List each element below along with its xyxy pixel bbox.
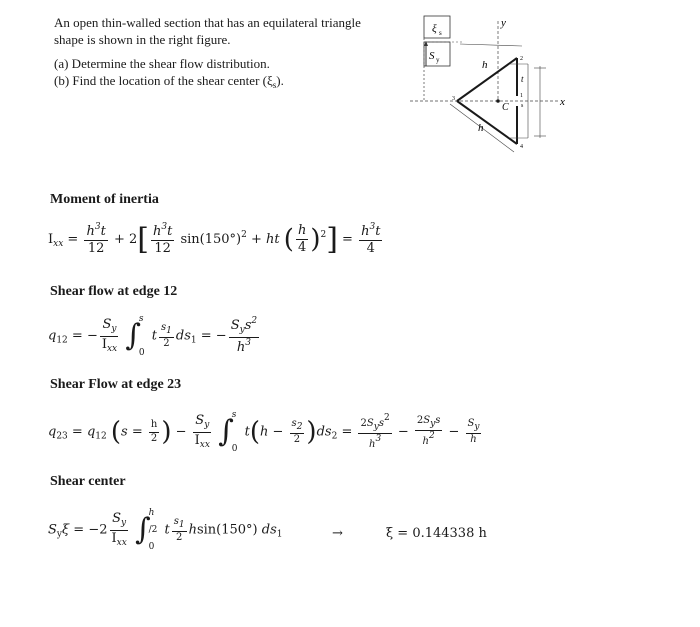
svg-text:s: s bbox=[439, 29, 442, 37]
xi-s-label: ξ bbox=[432, 23, 437, 35]
centroid-dot bbox=[496, 99, 500, 103]
equation-shear-center: $S_y\xi = -2$ $\frac{S_y}{I_{xx}}$ ∫ h /2 0 t $\frac{s1}{2}$ hsin(150°) $ds_1$ bbox=[48, 508, 283, 552]
node-1: 1 bbox=[520, 93, 523, 99]
problem-line-1: An open thin-walled section that has an equilateral triangle bbox=[54, 15, 361, 30]
equation-ixx: $I_{xx}$ = $\frac{h^3t}{12}$ + 2[ $\frac{h^3t}{12}$ $\sin(150^\circ)^2$ + ht ( $\frac{h}{4}$ )$^2$] = $\frac{h^3t}{4}$ bbox=[48, 222, 381, 257]
problem-part-b: (b) Find the location of the shear center $(\xi_s)$. bbox=[54, 73, 284, 90]
node-4: 4 bbox=[520, 144, 523, 150]
heading-shear-center: Shear center bbox=[50, 474, 126, 489]
x-axis-label: x bbox=[560, 96, 565, 108]
arrow-result: → bbox=[332, 526, 343, 541]
xi-s-box bbox=[424, 16, 450, 38]
problem-line-2: shape is shown in the right figure. bbox=[54, 32, 231, 47]
node-2: 2 bbox=[520, 56, 523, 62]
equation-q12: $q_{12}$ = − $\frac{S_y}{I_{xx}}$ ∫ s 0 t $\frac{s1}{2}$ $ds_1$ = − $\frac{S_ys^2}{h^3}$ bbox=[48, 314, 258, 358]
equation-q23: $q_{23} = q_{12}$ (s = $\frac{h}{2}$ ) − $\frac{S_y}{I_{xx}}$ ∫ s 0 t(h − $\frac{s2}{2}$ )$ds_2$ = $\frac{\text{2Sys2}}{h3}$ − $\frac{\text{2Sys}}{h2}$ − $\frac{Sy}{h}$ bbox=[48, 410, 480, 454]
sy-label: S bbox=[429, 50, 435, 62]
heading-shear-flow-12: Shear flow at edge 12 bbox=[50, 284, 178, 299]
heading-shear-flow-23: Shear Flow at edge 23 bbox=[50, 377, 182, 392]
y-axis-label: y bbox=[501, 17, 506, 29]
shear-center-result: ξ = 0.144338 h bbox=[386, 526, 487, 541]
c-label: C bbox=[502, 102, 509, 113]
s-label: s bbox=[521, 103, 524, 109]
svg-text:y: y bbox=[436, 56, 440, 64]
triangle-section-figure bbox=[410, 6, 580, 156]
node-3: 3 bbox=[452, 96, 455, 102]
problem-part-a: (a) Determine the shear flow distribution. bbox=[54, 56, 270, 71]
t-label: t bbox=[521, 74, 524, 84]
h-bottom-label: h bbox=[478, 122, 484, 134]
h-top-label: h bbox=[482, 59, 488, 71]
heading-moment-of-inertia: Moment of inertia bbox=[50, 192, 159, 207]
